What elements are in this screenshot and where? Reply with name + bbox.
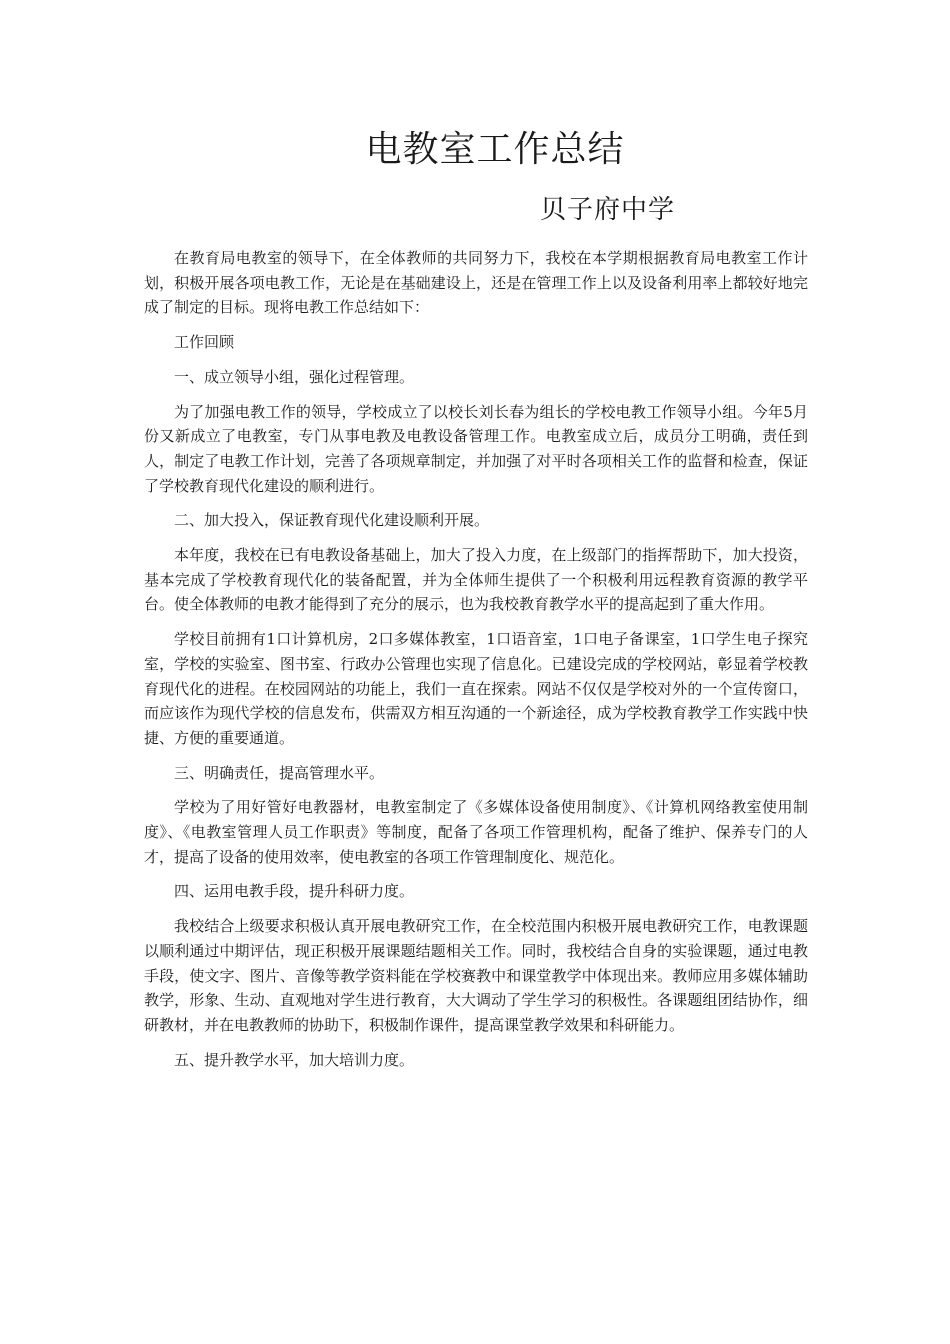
paragraph-3: 学校为了用好管好电教器材，电教室制定了《多媒体设备使用制度》、《计算机网络教室使用制度》、《电教室管理人员工作职责》等制度，配备了各项工作管理机构，配备了维护、保养专门的人才，提高了设备的使用效率，使电教室的各项工作管理制度化、规范化。 (144, 798, 808, 866)
section-heading-1: 一、成立领导小组，强化过程管理。 (174, 367, 415, 386)
document-body (144, 246, 808, 1082)
section-heading-4: 四、运用电教手段，提升科研力度。 (174, 882, 415, 901)
paragraph-4: 我校结合上级要求积极认真开展电教研究工作，在全校范围内积极开展电教研究工作，电教课题以顺利通过中期评估，现正积极开展课题结题相关工作。同时，我校结合自身的实验课题，通过电教手段，使文字、图片、音像等教学资料能在学校赛教中和课堂教学中体现出来。教师应用多媒体辅助教学，形象、生动、直观地对学生进行教育，大大调动了学生学习的积极性。各课题组团结协作，细研教材，并在电教教师的协助下，积极制作课件，提高课堂教学效果和科研能力。 (144, 917, 808, 1034)
paragraph-2a: 本年度，我校在已有电教设备基础上，加大了投入力度，在上级部门的指挥帮助下，加大投资，基本完成了学校教育现代化的装备配置，并为全体师生提供了一个积极利用远程教育资源的教学平台。使全体教师的电教才能得到了充分的展示，也为我校教育教学水平的提高起到了重大作用。 (144, 546, 808, 614)
section-heading-2: 二、加大投入，保证教育现代化建设顺利开展。 (174, 511, 490, 530)
paragraph-intro: 在教育局电教室的领导下，在全体教师的共同努力下，我校在本学期根据教育局电教室工作计划，积极开展各项电教工作，无论是在基础建设上，还是在管理工作上以及设备利用率上都较好地完成了制定的目标。现将电教工作总结如下： (144, 249, 808, 317)
document-title: 电教室工作总结 (365, 129, 625, 170)
document-subtitle: 贝子府中学 (540, 195, 676, 225)
section-heading-3: 三、明确责任，提高管理水平。 (174, 763, 385, 782)
section-heading-5: 五、提升教学水平，加大培训力度。 (174, 1050, 415, 1069)
paragraph-1: 为了加强电教工作的领导，学校成立了以校长刘长春为组长的学校电教工作领导小组。今年5月份又新成立了电教室，专门从事电教及电教设备管理工作。电教室成立后，成员分工明确，责任到人，制定了电教工作计划，完善了各项规章制定，并加强了对平时各项相关工作的监督和检查，保证了学校教育现代化建设的顺利进行。 (144, 402, 808, 495)
section-heading-review: 工作回顾 (174, 333, 235, 352)
paragraph-2b: 学校目前拥有1口计算机房，2口多媒体教室，1口语音室，1口电子备课室，1口学生电子探究室，学校的实验室、图书室、行政办公管理也实现了信息化。已建设完成的学校网站，彰显着学校教育现代化的进程。在校园网站的功能上，我们一直在探索。网站不仅仅是学校对外的一个宣传窗口，而应该作为现代学校的信息发布，供需双方相互沟通的一个新途径，成为学校教育教学工作实践中快捷、方便的重要通道。 (144, 630, 808, 747)
